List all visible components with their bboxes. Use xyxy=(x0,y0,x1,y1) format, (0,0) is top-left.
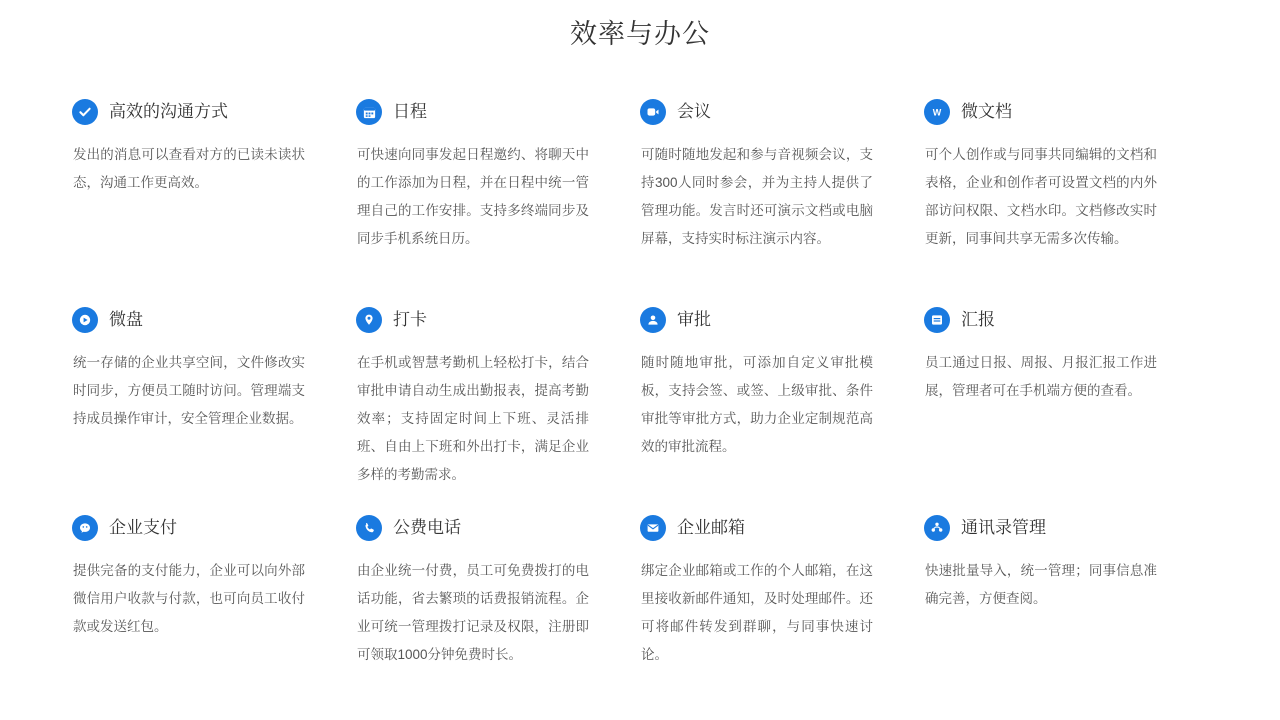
feature-card xyxy=(72,96,356,304)
svg-text:W: W xyxy=(932,107,942,118)
feature-title: 通讯录管理 xyxy=(961,518,1046,537)
feature-description: 随时随地审批，可添加自定义审批模板，支持会签、或签、上级审批、条件审批等审批方式，助力企业定制规范高效的审批流程。 xyxy=(641,355,873,454)
check-circle-icon xyxy=(72,99,98,125)
calendar-icon xyxy=(356,99,382,125)
feature-card xyxy=(356,512,640,720)
feature-card xyxy=(72,512,356,720)
video-meeting-icon xyxy=(640,99,666,125)
feature-header xyxy=(924,96,1166,128)
feature-card xyxy=(924,304,1208,512)
feature-card xyxy=(924,96,1208,304)
feature-header xyxy=(640,512,882,544)
disk-icon xyxy=(72,307,98,333)
feature-header xyxy=(924,304,1166,336)
feature-header xyxy=(356,304,598,336)
feature-title: 微文档 xyxy=(961,102,1012,121)
feature-description: 发出的消息可以查看对方的已读未读状态，沟通工作更高效。 xyxy=(73,147,305,190)
feature-description: 可随时随地发起和参与音视频会议，支持300人同时参会，并为主持人提供了管理功能。发言时还可演示文档或电脑屏幕，支持实时标注演示内容。 xyxy=(641,147,873,246)
page-title: 效率与办公 xyxy=(570,19,710,49)
location-pin-icon xyxy=(356,307,382,333)
doc-w-icon xyxy=(924,99,950,125)
feature-grid xyxy=(0,96,1280,720)
feature-card xyxy=(640,96,924,304)
feature-description: 绑定企业邮箱或工作的个人邮箱，在这里接收新邮件通知，及时处理邮件。还可将邮件转发到群聊，与同事快速讨论。 xyxy=(641,563,873,662)
feature-description: 快速批量导入，统一管理；同事信息准确完善，方便查阅。 xyxy=(925,563,1157,606)
feature-description: 提供完备的支付能力，企业可以向外部微信用户收款与付款，也可向员工收付款或发送红包。 xyxy=(73,563,305,634)
feature-card xyxy=(640,304,924,512)
feature-card xyxy=(356,96,640,304)
user-approval-icon xyxy=(640,307,666,333)
feature-title: 日程 xyxy=(393,102,427,121)
feature-description: 员工通过日报、周报、月报汇报工作进展，管理者可在手机端方便的查看。 xyxy=(925,355,1157,398)
feature-header xyxy=(72,96,314,128)
feature-title: 微盘 xyxy=(109,310,143,329)
feature-card xyxy=(640,512,924,720)
feature-header xyxy=(356,96,598,128)
contacts-icon xyxy=(924,515,950,541)
feature-title: 会议 xyxy=(677,102,711,121)
feature-description: 可快速向同事发起日程邀约、将聊天中的工作添加为日程，并在日程中统一管理自己的工作安排。支持多终端同步及同步手机系统日历。 xyxy=(357,147,589,246)
feature-description: 在手机或智慧考勤机上轻松打卡，结合审批申请自动生成出勤报表，提高考勤效率；支持固定时间上下班、灵活排班、自由上下班和外出打卡，满足企业多样的考勤需求。 xyxy=(357,355,589,482)
mail-icon xyxy=(640,515,666,541)
feature-header xyxy=(640,304,882,336)
feature-header xyxy=(924,512,1166,544)
feature-title: 公费电话 xyxy=(393,518,461,537)
feature-card xyxy=(72,304,356,512)
feature-description: 由企业统一付费，员工可免费拨打的电话功能，省去繁琐的话费报销流程。企业可统一管理拨打记录及权限，注册即可领取1000分钟免费时长。 xyxy=(357,563,589,662)
feature-title: 企业邮箱 xyxy=(677,518,745,537)
feature-title: 审批 xyxy=(677,310,711,329)
feature-header xyxy=(356,512,598,544)
feature-card xyxy=(924,512,1208,720)
payment-icon xyxy=(72,515,98,541)
feature-title: 高效的沟通方式 xyxy=(109,102,228,121)
feature-header xyxy=(72,512,314,544)
feature-title: 企业支付 xyxy=(109,518,177,537)
feature-title: 汇报 xyxy=(961,310,995,329)
feature-header xyxy=(72,304,314,336)
feature-description: 统一存储的企业共享空间，文件修改实时同步，方便员工随时访问。管理端支持成员操作审计，安全管理企业数据。 xyxy=(73,355,305,426)
feature-header xyxy=(640,96,882,128)
feature-card xyxy=(356,304,640,512)
feature-title: 打卡 xyxy=(393,310,427,329)
report-icon xyxy=(924,307,950,333)
phone-icon xyxy=(356,515,382,541)
feature-description: 可个人创作或与同事共同编辑的文档和表格，企业和创作者可设置文档的内外部访问权限、文档水印。文档修改实时更新，同事间共享无需多次传输。 xyxy=(925,147,1157,246)
